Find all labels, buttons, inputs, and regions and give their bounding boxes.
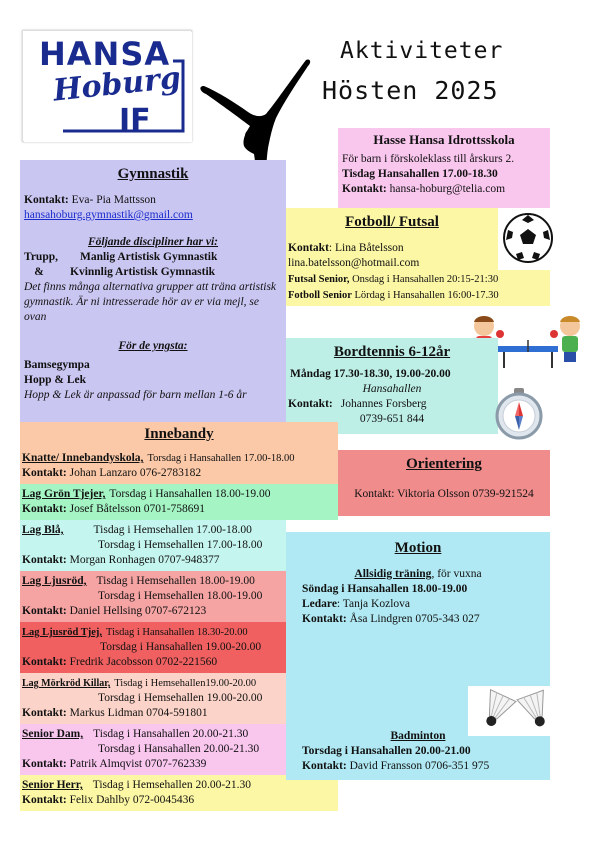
innebandy-time-1: Tisdag i Hemsehallen19.00-20.00 [114,678,257,689]
futsal-time: Onsdag i Hansahallen 20:15-21:30 [349,274,499,285]
bordtennis-contact: Johannes Forsberg [340,398,427,410]
motion-contact-row [290,612,546,627]
fotboll-contact: : Lina Båtelsson [328,242,404,254]
innebandy-team-name: Lag Ljusröd Tjej, [22,627,103,638]
innebandy-team-name: Lag Blå, [22,524,64,536]
contact-label: Kontakt: [22,467,67,479]
idrottsskola-section [338,128,550,208]
innebandy-time-1: Tisdag i Hemsehallen 18.00-19.00 [96,575,255,587]
bordtennis-place: Hansahallen [362,383,422,395]
discipline-mag: Manlig Artistisk Gymnastik [79,251,218,263]
innebandy-team-line [22,778,336,793]
gymnastik-contact: Eva- Pia Mattsson [71,194,156,206]
bordtennis-phone: 0739-651 844 [359,413,425,425]
innebandy-team-row [20,571,286,622]
idrottsskola-email[interactable]: hansa-hoburg@telia.com [389,183,506,195]
gymnastik-young-heading: För de yngsta: [118,340,188,352]
innebandy-contact: Morgan Ronhagen 0707-948377 [69,554,220,566]
discipline-wag: Kvinnlig Artistisk Gymnastik [70,266,216,278]
idrottsskola-contact-row [342,182,546,197]
shuttlecock-icon [468,686,564,736]
badminton-title: Badminton [390,730,446,742]
motion-section [286,532,550,780]
fotboll-title: Fotboll/ Futsal [345,214,439,230]
innebandy-team-name: Lag Ljusröd, [22,575,87,587]
innebandy-team-line [22,676,284,691]
innebandy-time-2: Torsdag i Hemsehallen 18.00-19.00 [98,590,263,602]
innebandy-contact: Josef Båtelsson 0701-758691 [69,503,206,515]
bordtennis-title: Bordtennis 6-12år [333,344,451,360]
logo-text-hoburg: Hoburg [51,60,183,109]
innebandy-contact-row [22,502,336,517]
orientering-contact-row [340,487,548,502]
innebandy-time-1: Tisdag i Hansahallen 18.30-20.00 [106,627,248,638]
gymnastik-young-1: Bamsegympa [24,359,90,371]
innebandy-time-2: Torsdag i Hemsehallen 17.00-18.00 [98,539,263,551]
motion-allsidig: Allsidig träning [354,568,432,580]
badminton-contact-row [290,759,546,774]
logo-text-hansa: HANSA [39,35,171,73]
fotboll-senior-label: Fotboll Senior [288,290,352,301]
innebandy-team-row [20,673,286,724]
orientering-contact: Viktoria Olsson 0739-921524 [397,488,534,500]
gymnastik-contact-row [24,193,282,208]
innebandy-contact-row [22,757,284,772]
futsal-label: Futsal Senior, [288,274,350,285]
shuttlecock-card [468,686,564,736]
innebandy-time-1: Tisdag i Hemsehallen 20.00-21.30 [92,779,252,791]
motion-leader-row [290,597,546,612]
innebandy-title: Innebandy [144,426,214,442]
innebandy-contact: Markus Lidman 0704-591801 [69,707,208,719]
contact-label: Kontakt [288,242,329,254]
page-title-line1: Aktiviteter [340,38,504,64]
fotboll-email[interactable]: lina.batelsson@hotmail.com [288,257,420,269]
gymnastik-young-note: Hopp & Lek är anpassad för barn mellan 1-6 år [24,389,247,401]
bordtennis-section [286,338,498,434]
contact-label: Kontakt: [22,794,67,806]
gymnastik-disciplines-heading: Följande discipliner har vi: [87,236,219,248]
innebandy-contact: Daniel Hellsing 0707-672123 [69,605,207,617]
contact-label: Kontakt: [288,398,333,410]
contact-label: Kontakt: [24,194,69,206]
gymnastik-discipline-1 [24,250,282,265]
club-logo [22,30,192,142]
innebandy-team-name: Senior Herr, [22,779,83,791]
innebandy-team-line [22,451,336,466]
contact-label: Kontakt: [342,183,387,195]
idrottsskola-title: Hasse Hansa Idrottsskola [373,132,515,147]
innebandy-team-line [22,523,284,538]
innebandy-team-line [22,574,284,589]
gymnastik-title: Gymnastik [117,166,189,182]
innebandy-team-row [20,622,286,673]
motion-title: Motion [394,540,442,556]
innebandy-team-row [20,484,338,520]
innebandy-contact-row [22,466,336,481]
innebandy-team-line [22,487,336,502]
discipline-and: & [34,266,44,278]
innebandy-team-line [22,727,284,742]
compass-icon [494,388,544,440]
gymnastik-discipline-2 [24,265,282,280]
orientering-section [338,450,550,516]
contact-label: Kontakt: [22,605,67,617]
innebandy-contact-row [22,553,284,568]
leader-label: Ledare [302,598,337,610]
innebandy-team-line [22,625,284,640]
contact-label: Kontakt: [22,656,67,668]
contact-label: Kontakt: [22,503,67,515]
fotboll-contact-row [288,241,496,256]
bordtennis-time: Måndag 17.30-18.30, 19.00-20.00 [290,368,451,380]
motion-allsidig-rest: , för vuxna [431,568,482,580]
innebandy-time-1: Tisdag i Hemsehallen 17.00-18.00 [93,524,252,536]
soccer-ball-icon [502,212,554,264]
innebandy-team-row [20,448,338,484]
badminton-contact: David Fransson 0706-351 975 [346,760,490,772]
fotboll-row-1 [288,272,548,288]
innebandy-contact: Felix Dahlby 072-0045436 [69,794,195,806]
innebandy-team-name: Knatte/ Innebandyskola, [22,452,144,464]
contact-label: Kontakt: [302,613,347,625]
innebandy-team-row [20,724,286,775]
idrottsskola-desc: För barn i förskoleklass till årskurs 2. [342,153,515,165]
motion-time: Söndag i Hansahallen 18.00-19.00 [302,583,468,595]
badminton-time: Torsdag i Hansahallen 20.00-21.00 [302,745,471,757]
innebandy-contact-row [22,604,284,619]
orientering-title: Orientering [406,456,482,472]
contact-label: Kontakt: [354,488,395,500]
gymnastik-section [20,160,286,422]
motion-leader: : Tanja Kozlova [336,598,410,610]
innebandy-contact: Fredrik Jacobsson 0702-221560 [69,656,218,668]
gymnastik-email-link[interactable]: hansahoburg.gymnastik@gmail.com [24,209,193,221]
fotboll-row-2 [288,288,548,304]
gymnastik-note: Det finns många alternativa grupper att träna artistisk gymnastik. Är ni intresserade hör av er via mejl, se ovan [24,281,277,323]
innebandy-contact-row [22,655,284,670]
innebandy-time-1: Torsdag i Hansahallen 18.00-19.00 [109,488,271,500]
innebandy-team-row [20,520,286,571]
logo-text-if: IF [119,103,151,138]
innebandy-contact-row [22,793,336,808]
innebandy-team-name: Lag Mörkröd Killar, [22,678,111,689]
innebandy-contact: Patrik Almqvist 0707-762339 [69,758,207,770]
contact-label: Kontakt: [22,758,67,770]
contact-label: Kontakt: [22,707,67,719]
innebandy-contact: Johan Lanzaro 076-2783182 [69,467,202,479]
innebandy-team-row [20,775,338,811]
innebandy-time-2: Torsdag i Hansahallen 19.00-20.00 [100,641,262,653]
innebandy-time-2: Torsdag i Hemsehallen 19.00-20.00 [98,692,263,704]
idrottsskola-time: Tisdag Hansahallen 17.00-18.30 [342,168,498,180]
motion-allsidig-row [290,567,546,582]
contact-label: Kontakt: [302,760,347,772]
fotboll-senior-time: Lördag i Hansahallen 16:00-17.30 [351,290,499,301]
innebandy-time-1: Tisdag i Hansahallen 20.00-21.30 [93,728,249,740]
discipline-trupp: Trupp, [24,251,58,263]
page-title-line2: Hösten 2025 [322,76,499,105]
innebandy-time-2: Torsdag i Hansahallen 20.00-21.30 [98,743,260,755]
innebandy-time-1: Torsdag i Hansahallen 17.00-18.00 [147,453,295,464]
bordtennis-contact-row [288,397,496,412]
contact-label: Kontakt: [22,554,67,566]
motion-contact: Åsa Lindgren 0705-343 027 [346,613,480,625]
innebandy-team-name: Lag Grön Tjejer, [22,488,106,500]
gymnastik-young-2: Hopp & Lek [24,374,86,386]
fotboll-schedule [286,270,550,306]
innebandy-header [20,422,338,448]
innebandy-team-name: Senior Dam, [22,728,84,740]
innebandy-contact-row [22,706,284,721]
